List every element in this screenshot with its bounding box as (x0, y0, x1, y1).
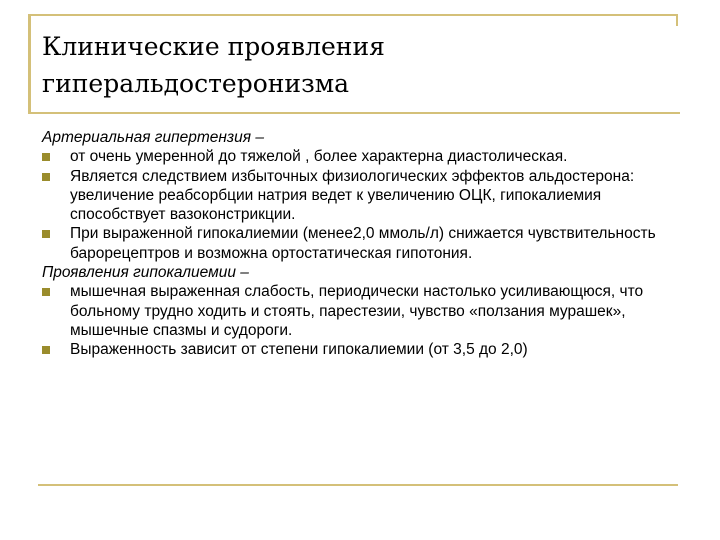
frame-left-line (28, 14, 31, 114)
square-bullet-icon (42, 230, 50, 238)
list-item-text: от очень умеренной до тяжелой , более характерна диастолическая. (70, 148, 568, 166)
slide-title (42, 28, 662, 102)
bottom-divider (38, 484, 678, 486)
list-item (42, 282, 682, 340)
title-divider (28, 112, 680, 114)
frame-right-tick (676, 14, 678, 26)
title-line-2: гиперальдостеронизма (42, 69, 350, 98)
list-item (42, 167, 682, 225)
list-item (42, 340, 682, 359)
list-item-text: Выраженность зависит от степени гипокалиемии (от 3,5 до 2,0) (70, 341, 528, 359)
slide-body (42, 128, 682, 360)
square-bullet-icon (42, 346, 50, 354)
list-item (42, 224, 682, 263)
list-item-text: мышечная выраженная слабость, периодически настолько усиливающюся, что больному трудно ходить и стоять, парестезии, чувство «ползания мурашек», мышечные спазмы и судороги. (70, 283, 644, 339)
section-heading-hypertension: Артериальная гипертензия – (42, 129, 264, 146)
list-item-text: Является следствием избыточных физиологических эффектов альдостерона: увеличение реабсорбции натрия ведет к увеличению ОЦК, гипокалиемия способствует вазоконстрикции. (70, 167, 635, 224)
list-item (42, 147, 682, 166)
square-bullet-icon (42, 288, 50, 296)
square-bullet-icon (42, 153, 50, 161)
title-line-1: Клинические проявления (42, 32, 385, 61)
square-bullet-icon (42, 173, 50, 181)
frame-top-line (28, 14, 678, 16)
section-heading-hypokalemia: Проявления гипокалиемии – (42, 264, 249, 282)
list-item-text: При выраженной гипокалиемии (менее2,0 ммоль/л) снижается чувствительность барорецептров и возможна ортостатическая гипотония. (70, 225, 656, 262)
